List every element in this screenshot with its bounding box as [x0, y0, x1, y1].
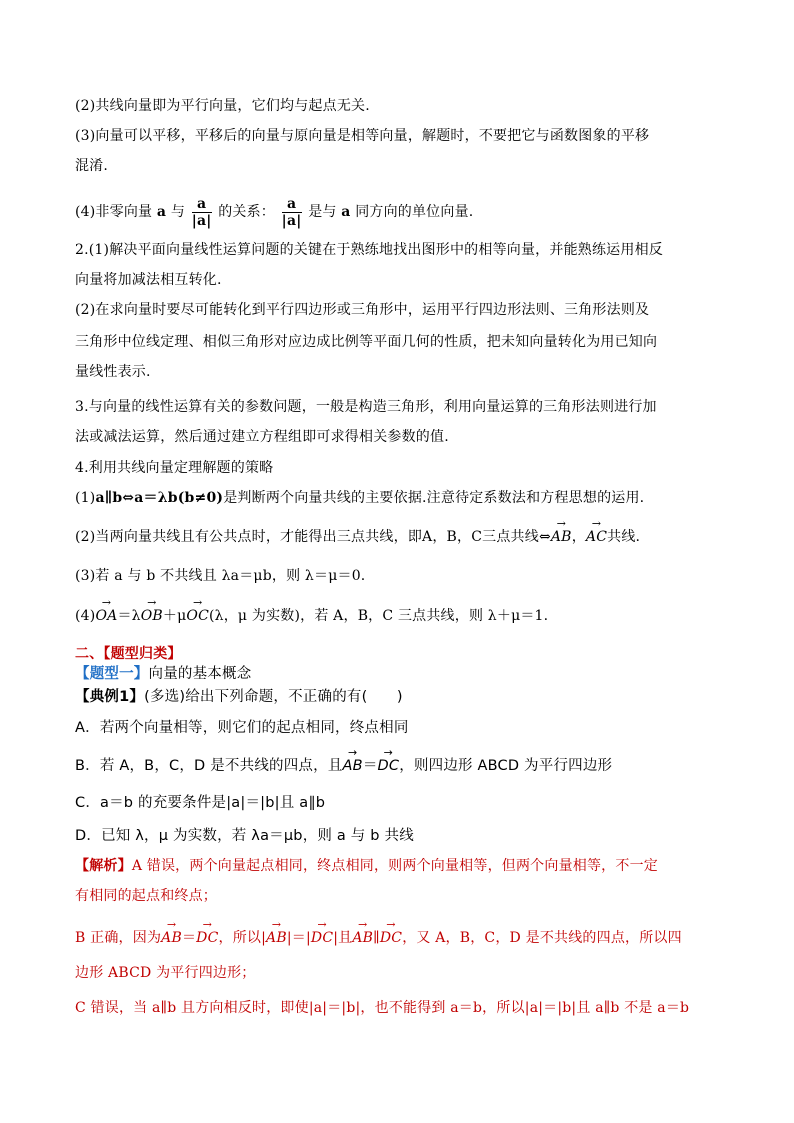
paragraph: 2.(1)解决平面向量线性运算问题的关键在于熟练地找出图形中的相等向量，并能熟练运用相反 — [75, 242, 663, 258]
paragraph-collinear-theorem — [75, 488, 725, 508]
vector-dc: → DC — [196, 928, 218, 948]
text: ， — [571, 529, 586, 545]
type-label: 【题型一】 — [75, 666, 149, 682]
vector-dc: → DC — [311, 928, 333, 948]
text: (4)非零向量 — [75, 204, 153, 220]
formula: a∥b⇔a＝λb(b≠0) — [95, 490, 224, 506]
paragraph: (2)在求向量时要尽可能转化到平行四边形或三角形中，运用平行四边形法则、三角形法则及 — [75, 302, 650, 318]
fraction-denominator: |a| — [281, 212, 302, 229]
solution-line: C 错误，当 a∥b 且方向相反时，即使|a|＝|b|，也不能得到 a＝b，所以|a|＝|b|且 a∥b 不是 a＝b — [75, 1000, 690, 1016]
text: ＝ — [181, 930, 197, 946]
option-b — [75, 756, 725, 776]
paragraph: (3)若 a 与 b 不共线且 λa＝μb，则 λ＝μ＝0. — [75, 568, 366, 584]
example-label: 【典例1】 — [75, 689, 145, 705]
paragraph: 向量将加减法相互转化. — [75, 272, 222, 288]
paragraph: 4.利用共线向量定理解题的策略 — [75, 460, 274, 476]
text: |＝| — [286, 930, 311, 946]
text: 的关系： — [218, 204, 276, 220]
example-text: (多选)给出下列命题，不正确的有( ) — [144, 689, 403, 705]
vector-ab: → AB — [551, 527, 572, 547]
text: ＝λ — [117, 608, 141, 624]
paragraph: 三角形中位线定理、相似三角形对应边成比例等平面几何的性质，把未知向量转化为用已知向 — [75, 334, 658, 350]
fraction-numerator: a — [192, 196, 212, 213]
paragraph: (3)向量可以平移，平移后的向量与原向量是相等向量，解题时，不要把它与函数图象的平移 — [75, 128, 650, 144]
vector-a: a — [156, 204, 167, 220]
vector-dc: → DC — [378, 756, 400, 776]
vector-oa: → OA — [95, 606, 117, 626]
text: ＋μ — [162, 608, 187, 624]
solution-line — [75, 856, 725, 876]
vector-ab: → AB — [161, 928, 182, 948]
paragraph-vector-combination — [75, 606, 725, 626]
paragraph: 法或减法运算，然后通过建立方程组即可求得相关参数的值. — [75, 429, 449, 445]
paragraph: 混淆. — [75, 158, 109, 174]
fraction — [282, 196, 302, 229]
paragraph-three-points — [75, 527, 725, 547]
text: ＝ — [362, 758, 378, 774]
paragraph-unit-vector — [75, 194, 725, 230]
text: ，又 A，B，C，D 是不共线的四点，所以四 — [402, 930, 682, 946]
text: ∥ — [373, 930, 380, 946]
text: (2)当两向量共线且有公共点时，才能得出三点共线，即A，B，C三点共线⇔ — [75, 529, 551, 545]
vector-ob: → OB — [141, 606, 163, 626]
text: A 错误，两个向量起点相同，终点相同，则两个向量相等，但两个向量相等，不一定 — [131, 858, 658, 874]
solution-line-b — [75, 928, 725, 948]
paragraph: 量线性表示. — [75, 364, 151, 380]
vector-ab: → AB — [352, 928, 373, 948]
text: 与 — [170, 204, 186, 220]
vector-ac: → AC — [586, 527, 607, 547]
type-title: 向量的基本概念 — [148, 666, 252, 682]
text: (λ，μ 为实数)，若 A，B，C 三点共线，则 λ＋μ＝1. — [208, 608, 549, 624]
section-heading: 二、【题型归类】 — [75, 646, 182, 662]
paragraph: (2)共线向量即为平行向量，它们均与起点无关. — [75, 98, 370, 114]
fraction — [192, 196, 212, 229]
option-a: A．若两个向量相等，则它们的起点相同，终点相同 — [75, 720, 409, 736]
option-c: C．a＝b 的充要条件是|a|＝|b|且 a∥b — [75, 795, 326, 811]
vector-dc: → DC — [380, 928, 402, 948]
text: |且 — [333, 930, 353, 946]
text: 是判断两个向量共线的主要依据.注意待定系数法和方程思想的运用. — [223, 490, 645, 506]
type-heading — [75, 664, 725, 684]
vector-ab: → AB — [343, 756, 363, 776]
text: 是与 — [308, 204, 337, 220]
text: (1) — [75, 490, 96, 506]
example-heading — [75, 687, 725, 707]
option-d: D．已知 λ，μ 为实数，若 λa＝μb，则 a 与 b 共线 — [75, 828, 414, 844]
solution-line: 边形 ABCD 为平行四边形； — [75, 965, 256, 981]
text: B 正确，因为 — [75, 930, 162, 946]
text: ，所以| — [218, 930, 267, 946]
text: 同方向的单位向量. — [355, 204, 474, 220]
fraction-denominator: |a| — [191, 212, 212, 229]
text: (4) — [75, 608, 96, 624]
text: ，则四边形 ABCD 为平行四边形 — [399, 758, 613, 774]
solution-line: 有相同的起点和终点； — [75, 888, 217, 904]
paragraph: 3.与向量的线性运算有关的参数问题，一般是构造三角形，利用向量运算的三角形法则进行加 — [75, 399, 657, 415]
vector-oc: → OC — [186, 606, 209, 626]
fraction-numerator: a — [282, 196, 302, 213]
vector-a: a — [341, 204, 351, 220]
text: B．若 A，B，C，D 是不共线的四点，且 — [75, 758, 343, 774]
text: 共线. — [607, 529, 641, 545]
solution-label: 【解析】 — [75, 858, 132, 874]
vector-ab: → AB — [266, 928, 287, 948]
